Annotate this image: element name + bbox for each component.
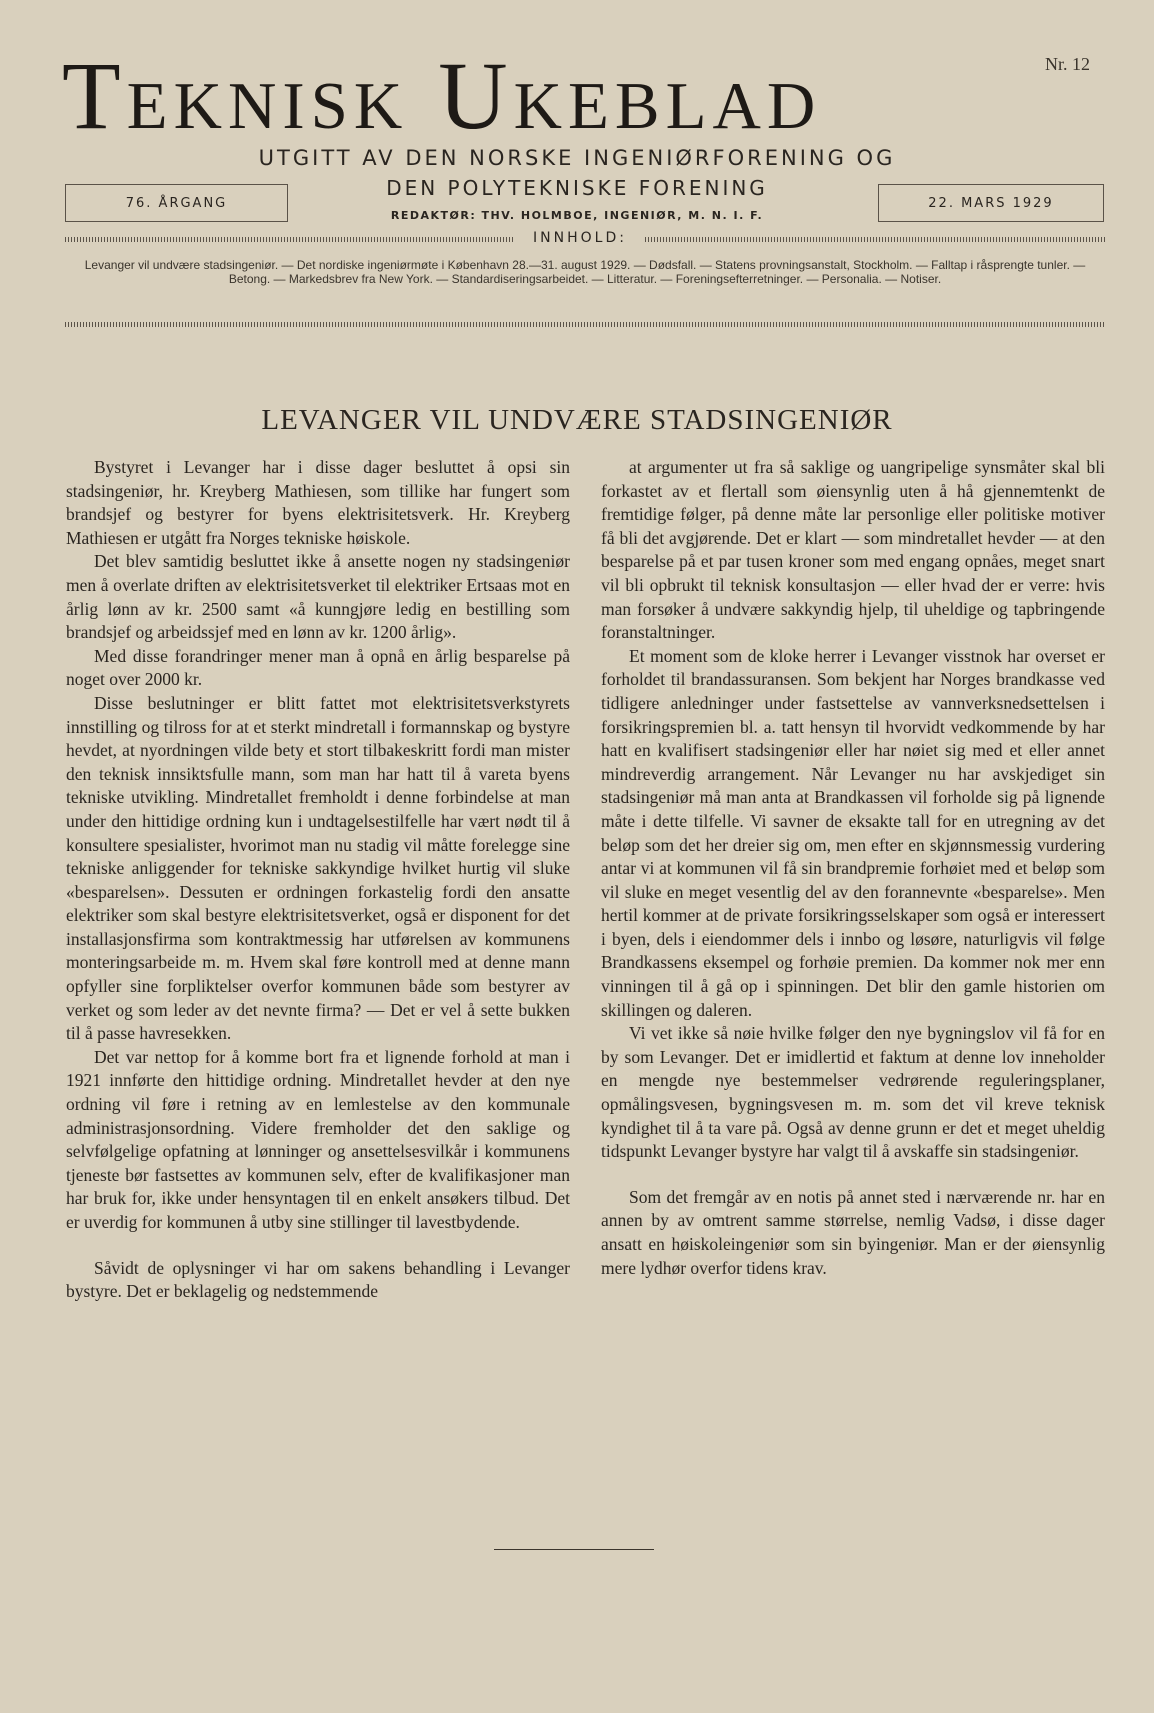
divider-dotted bbox=[645, 237, 1105, 242]
date-box bbox=[878, 184, 1104, 222]
divider-dotted bbox=[65, 322, 1105, 327]
contents-label: INNHOLD: bbox=[533, 230, 627, 246]
paragraph: Et moment som de kloke herrer i Levanger visstnok har overset er forholdet til brandassuransen. Som bekjent har Norges brandkasse ved tidligere anledninger under fastsettelse av vannverksnedsettelsen i forsikringspremien bl. a. tatt hensyn til hvorvidt vedkommende by har hatt en kvalifisert stadsingeniør eller har nøiet sig med et eller annet mindreverdig arrangement. Når Levanger nu har avskjediget sin stadsingeniør må man anta at Brandkassen vil forholde sig på lignende måte i dette tilfelle. Vi savner de eksakte tall for en utregning av det beløp som det her dreier sig om, men efter en skjønnsmessig vurdering antar vi at kommunen vil få sin brandpremie forhøiet med et beløp som vil sluke en meget vesentlig del av den forannevnte «besparelse». Men hertil kommer at de private forsikringsselskaper som også er interessert i byen, dels i eiendommer dels i innbo og løsøre, naturligvis vil følge Brandkassens eksempel og forhøie premien. Da kommer nok mer enn vinningen til å gå op i spinningen. Det blir den gamle historien om skillingen og daleren. bbox=[601, 645, 1105, 1020]
contents-list: Levanger vil undvære stadsingeniør. — Det nordiske ingeniørmøte i København 28.—31. august 1929. — Dødsfall. — Statens provningsanstalt, Stockholm. — Falltap i råsprengte tunler. — Betong. — Markedsbrev fra New York. — Standardiseringsarbeidet. — Litteratur. — Foreningsefterretninger. — Personalia. — Notiser. bbox=[84, 258, 1086, 286]
article-column-left bbox=[66, 456, 570, 1304]
end-rule bbox=[494, 1549, 654, 1550]
paragraph: Disse beslutninger er blitt fattet mot elektrisitetsverkstyrets innstilling og tilross for at et sterkt mindretall i formannskap og bystyre hevdet, at nyordningen vilde bety et stort tilbakeskritt fordi man mister den teknisk innsiktsfulle mann, som man har hatt til å vareta byens tekniske utvikling. Mindretallet fremholdt i denne forbindelse at man under den hittidige ordning kun i undtagelsestilfelle har vært nødt til å konsultere spesialister, hvorimot man nu stadig vil måtte forelegge sine tekniske anliggender for tekniske sakkyndige hvilket hurtig vil sluke «besparelsen». Dessuten er ordningen forkastelig fordi den ansatte elektriker som skal bestyre elektrisitetsverket, også er disponent for det installasjonsfirma som kontraktmessig har utførelsen av kommunens monteringsarbeide m. m. Hvem skal føre kontroll med at denne mann opfyller sine forpliktelser overfor kommunen både som bestyrer av verket og som leder av det nevnte firma? — Det er vel å sette bukken til å passe havresekken. bbox=[66, 692, 570, 1044]
paragraph: at argumenter ut fra så saklige og uangripelige synsmåter skal bli forkastet av et flertall som øiensynlig uten å hå gjennemtenkt de fremtidige følger, på denne måte lar personlige eller politiske motiver få bli det avgjørende. Det er klart — som mindretallet hevder — at den besparelse på et par tusen kroner som med engang opnåes, meget snart vil bli opbrukt til teknisk konsultasjon — eller hvad der er verre: hvis man forsøker å undvære sakkyndig hjelp, til uheldige og tapbringende foranstaltninger. bbox=[601, 457, 1105, 643]
paragraph: Bystyret i Levanger har i disse dager besluttet å opsi sin stadsingeniør, hr. Kreyberg Mathiesen, som tillike har fungert som brandsjef og bestyrer for byens elektrisitetsverk. Hr. Kreyberg Mathiesen er utgått fra Norges tekniske høiskole. bbox=[66, 457, 570, 548]
article-headline: LEVANGER VIL UNDVÆRE STADSINGENIØR bbox=[261, 404, 893, 436]
publisher-line-1: UTGITT AV DEN NORSKE INGENIØRFORENING OG bbox=[258, 146, 896, 170]
issue-date: 22. MARS 1929 bbox=[928, 195, 1054, 211]
paragraph: Vi vet ikke så nøie hvilke følger den nye bygningslov vil få for en by som Levanger. Det er imidlertid et faktum at denne lov inneholder en mengde nye bestemmelser vedrørende reguleringsplaner, opmålingsvesen, bygningsvesen m. m. som det vil kreve teknisk kyndighet til å ta vare på. Også av denne grunn er det et meget uheldig tidspunkt Levanger bystyre har valgt til å avskaffe sin stadsingeniør. bbox=[601, 1023, 1105, 1162]
article-column-right bbox=[601, 456, 1105, 1280]
volume-box bbox=[65, 184, 288, 222]
paragraph: Det var nettop for å komme bort fra et lignende forhold at man i 1921 innførte den hittidige ordning. Mindretallet hevder at den nye ordning vil føre i retning av en lemlestelse av den kommunale administrasjonsordning. Videre fremholder det den saklige og selvfølgelige opfatning at lønninger og ansettelsesvilkår i kommunens tjeneste bør fastsettes av kommunen selv, efter de kvalifikasjoner man har bruk for, ikke under hensyntagen til en enkelt ansøkers tilbud. Det er uverdig for kommunen å utby sine stillinger til lavestbydende. bbox=[66, 1046, 570, 1232]
paragraph: Det blev samtidig besluttet ikke å ansette nogen ny stadsingeniør men å overlate driften av elektrisitetsverket til elektriker Ertsaas mot en årlig lønn av kr. 2500 samt «å kunngjøre ledig en bestilling som brandsjef og arbeidssjef med en lønn av kr. 1200 årlig». bbox=[66, 551, 570, 643]
issue-number: Nr. 12 bbox=[1045, 54, 1090, 74]
divider-dotted bbox=[65, 237, 515, 242]
paragraph: Med disse forandringer mener man å opnå en årlig besparelse på noget over 2000 kr. bbox=[66, 645, 570, 690]
publisher-line-2: DEN POLYTEKNISKE FORENING bbox=[386, 176, 768, 200]
masthead-title: Teknisk Ukeblad bbox=[62, 42, 822, 149]
volume-label: 76. ÅRGANG bbox=[125, 195, 228, 211]
paragraph: Som det fremgår av en notis på annet sted i nærværende nr. har en annen by av omtrent samme størrelse, nemlig Vadsø, i disse dager ansatt en høiskoleingeniør som sin byingeniør. Man er der øiensynlig mere lydhør overfor tidens krav. bbox=[601, 1186, 1105, 1278]
editor-line: REDAKTØR: THV. HOLMBOE, INGENIØR, M. N. I. F. bbox=[390, 209, 764, 222]
paragraph: Såvidt de oplysninger vi har om sakens behandling i Levanger bystyre. Det er beklagelig og nedstemmende bbox=[66, 1257, 570, 1302]
